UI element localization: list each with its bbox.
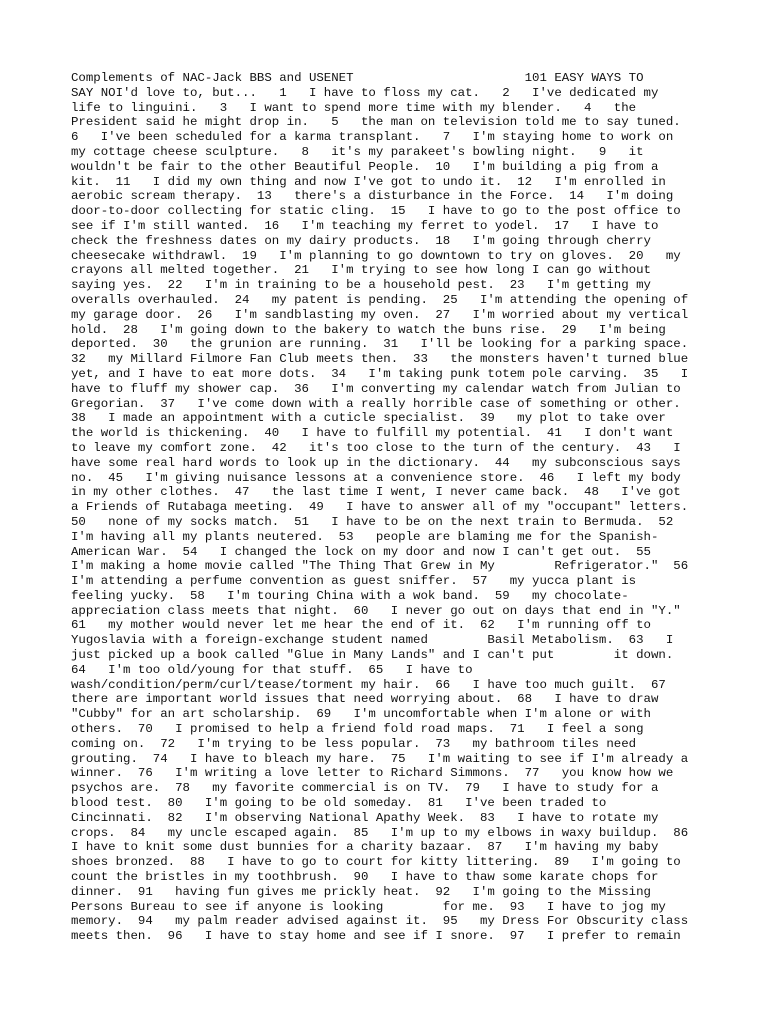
text-line: crops. 84 my uncle escaped again. 85 I'm up to my elbows in waxy buildup. 86	[71, 825, 689, 840]
text-line: Gregorian. 37 I've come down with a really horrible case of something or other.	[71, 396, 681, 411]
text-line: Complements of NAC-Jack BBS and USENET 101 EASY WAYS TO	[71, 71, 644, 85]
text-line: President said he might drop in. 5 the man on television told me to say tuned.	[71, 115, 681, 130]
text-line: cheesecake withdrawl. 19 I'm planning to go downtown to try on gloves. 20 my	[71, 248, 681, 263]
document-page	[71, 71, 721, 944]
text-line: aerobic scream therapy. 13 there's a disturbance in the Force. 14 I'm doing	[71, 189, 674, 204]
text-line: wash/condition/perm/curl/tease/torment my hair. 66 I have too much guilt. 67	[71, 677, 666, 692]
text-line: Cincinnati. 82 I'm observing National Apathy Week. 83 I have to rotate my	[71, 810, 659, 825]
text-line: "Cubby" for an art scholarship. 69 I'm uncomfortable when I'm alone or with	[71, 707, 651, 722]
text-line: my garage door. 26 I'm sandblasting my oven. 27 I'm worried about my vertical	[71, 307, 689, 322]
text-line: deported. 30 the grunion are running. 31 I'll be looking for a parking space.	[71, 337, 689, 352]
text-line: door-to-door collecting for static cling. 15 I have to go to the post office to	[71, 204, 681, 219]
text-line: see if I'm still wanted. 16 I'm teaching my ferret to yodel. 17 I have to	[71, 218, 659, 233]
text-line: hold. 28 I'm going down to the bakery to watch the buns rise. 29 I'm being	[71, 322, 666, 337]
text-line: grouting. 74 I have to bleach my hare. 75 I'm waiting to see if I'm already a	[71, 751, 689, 766]
text-line: dinner. 91 having fun gives me prickly heat. 92 I'm going to the Missing	[71, 884, 651, 899]
text-line: my cottage cheese sculpture. 8 it's my parakeet's bowling night. 9 it	[71, 144, 644, 159]
text-line: overalls overhauled. 24 my patent is pending. 25 I'm attending the opening of	[71, 292, 689, 307]
text-line: 61 my mother would never let me hear the end of it. 62 I'm running off to	[71, 618, 651, 633]
text-line: have to fluff my shower cap. 36 I'm converting my calendar watch from Julian to	[71, 381, 681, 396]
text-line: meets then. 96 I have to stay home and see if I snore. 97 I prefer to remain	[71, 929, 681, 944]
text-line: memory. 94 my palm reader advised against it. 95 my Dress For Obscurity class	[71, 914, 689, 929]
text-line: 6 I've been scheduled for a karma transplant. 7 I'm staying home to work on	[71, 130, 674, 145]
text-line: others. 70 I promised to help a friend fold road maps. 71 I feel a song	[71, 722, 644, 737]
text-line: kit. 11 I did my own thing and now I've got to undo it. 12 I'm enrolled in	[71, 174, 666, 189]
text-line: no. 45 I'm giving nuisance lessons at a convenience store. 46 I left my body	[71, 470, 681, 485]
text-line: American War. 54 I changed the lock on my door and now I can't get out. 55	[71, 544, 651, 559]
text-line: check the freshness dates on my dairy products. 18 I'm going through cherry	[71, 233, 651, 248]
text-line: there are important world issues that need worrying about. 68 I have to draw	[71, 692, 659, 707]
text-line: have some real hard words to look up in the dictionary. 44 my subconscious says	[71, 455, 681, 470]
text-line: the world is thickening. 40 I have to fulfill my potential. 41 I don't want	[71, 426, 674, 441]
text-line: Persons Bureau to see if anyone is looking for me. 93 I have to jog my	[71, 899, 666, 914]
text-line: blood test. 80 I'm going to be old someday. 81 I've been traded to	[71, 796, 607, 811]
text-line: I'm attending a perfume convention as guest sniffer. 57 my yucca plant is	[71, 574, 637, 589]
text-line: 38 I made an appointment with a cuticle specialist. 39 my plot to take over	[71, 411, 666, 426]
text-line: to leave my comfort zone. 42 it's too close to the turn of the century. 43 I	[71, 440, 681, 455]
text-line: psychos are. 78 my favorite commercial is on TV. 79 I have to study for a	[71, 781, 659, 796]
text-line: I'm making a home movie called "The Thing That Grew in My Refrigerator." 56	[71, 559, 689, 574]
text-line: I'm having all my plants neutered. 53 people are blaming me for the Spanish-	[71, 529, 659, 544]
text-line: 64 I'm too old/young for that stuff. 65 I have to	[71, 662, 473, 677]
text-line: life to linguini. 3 I want to spend more time with my blender. 4 the	[71, 100, 637, 115]
text-line: a Friends of Rutabaga meeting. 49 I have to answer all of my "occupant" letters.	[71, 500, 689, 515]
text-line: wouldn't be fair to the other Beautiful People. 10 I'm building a pig from a	[71, 159, 659, 174]
text-line: coming on. 72 I'm trying to be less popular. 73 my bathroom tiles need	[71, 736, 637, 751]
text-line: appreciation class meets that night. 60 I never go out on days that end in "Y."	[71, 603, 681, 618]
text-line: yet, and I have to eat more dots. 34 I'm taking punk totem pole carving. 35 I	[71, 366, 689, 381]
text-line: in my other clothes. 47 the last time I went, I never came back. 48 I've got	[71, 485, 681, 500]
text-line: I have to knit some dust bunnies for a charity bazaar. 87 I'm having my baby	[71, 840, 659, 855]
text-line: feeling yucky. 58 I'm touring China with a wok band. 59 my chocolate-	[71, 588, 629, 603]
text-line: Yugoslavia with a foreign-exchange student named Basil Metabolism. 63 I	[71, 633, 674, 648]
text-line: 32 my Millard Filmore Fan Club meets then. 33 the monsters haven't turned blue	[71, 352, 689, 367]
text-line: 50 none of my socks match. 51 I have to be on the next train to Bermuda. 52	[71, 514, 674, 529]
text-line: crayons all melted together. 21 I'm trying to see how long I can go without	[71, 263, 651, 278]
text-line: just picked up a book called "Glue in Many Lands" and I can't put it down.	[71, 648, 674, 663]
text-line: winner. 76 I'm writing a love letter to Richard Simmons. 77 you know how we	[71, 766, 674, 781]
text-line: SAY NOI'd love to, but... 1 I have to floss my cat. 2 I've dedicated my	[71, 85, 659, 100]
text-line: shoes bronzed. 88 I have to go to court for kitty littering. 89 I'm going to	[71, 855, 681, 870]
text-line: saying yes. 22 I'm in training to be a household pest. 23 I'm getting my	[71, 278, 651, 293]
text-line: count the bristles in my toothbrush. 90 I have to thaw some karate chops for	[71, 870, 659, 885]
